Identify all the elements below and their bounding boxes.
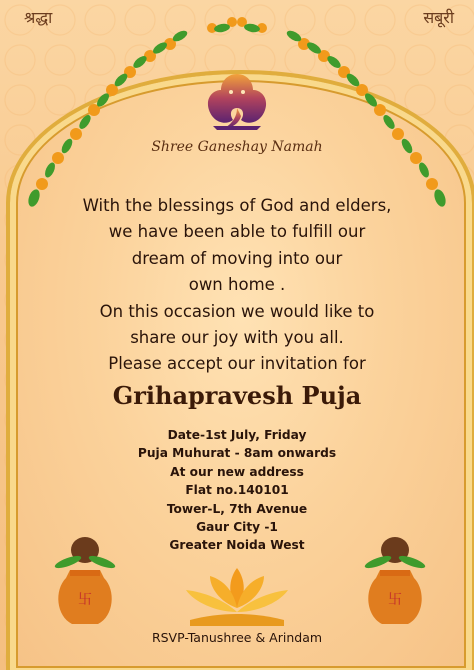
corner-text-shraddha: श्रद्धा	[24, 8, 53, 27]
rsvp-text: RSVP-Tanushree & Arindam	[151, 630, 323, 645]
invocation-text: Shree Ganeshay Namah	[151, 139, 323, 155]
detail-muhurat: Puja Muhurat - 8am onwards	[137, 446, 337, 461]
blessing-line: On this occasion we would like to	[99, 301, 375, 321]
blessing-line: share our joy with you all.	[130, 328, 344, 348]
ganesha-icon	[201, 70, 273, 132]
lotus-icon	[180, 566, 294, 630]
detail-region: Greater Noida West	[169, 538, 305, 553]
blessing-line: we have been able to fulfill our	[108, 222, 366, 242]
blessing-line: own home .	[188, 275, 286, 295]
svg-text:卐: 卐	[78, 592, 92, 608]
kalash-icon-left	[50, 530, 120, 630]
kalash-icon-right	[360, 530, 430, 630]
event-title: Grihapravesh Puja	[112, 381, 362, 410]
detail-address-label: At our new address	[170, 464, 304, 479]
blessing-line: dream of moving into our	[131, 248, 343, 268]
detail-tower: Tower-L, 7th Avenue	[166, 501, 308, 516]
detail-date: Date-1st July, Friday	[167, 428, 307, 442]
corner-text-saburi: सबूरी	[423, 8, 454, 27]
detail-city: Gaur City -1	[196, 520, 278, 535]
svg-text:卐: 卐	[388, 592, 402, 608]
detail-flat: Flat no.140101	[185, 483, 289, 498]
blessing-paragraph	[40, 193, 434, 378]
blessing-line: With the blessings of God and elders,	[82, 196, 392, 215]
blessing-line: Please accept our invitation for	[108, 354, 366, 374]
